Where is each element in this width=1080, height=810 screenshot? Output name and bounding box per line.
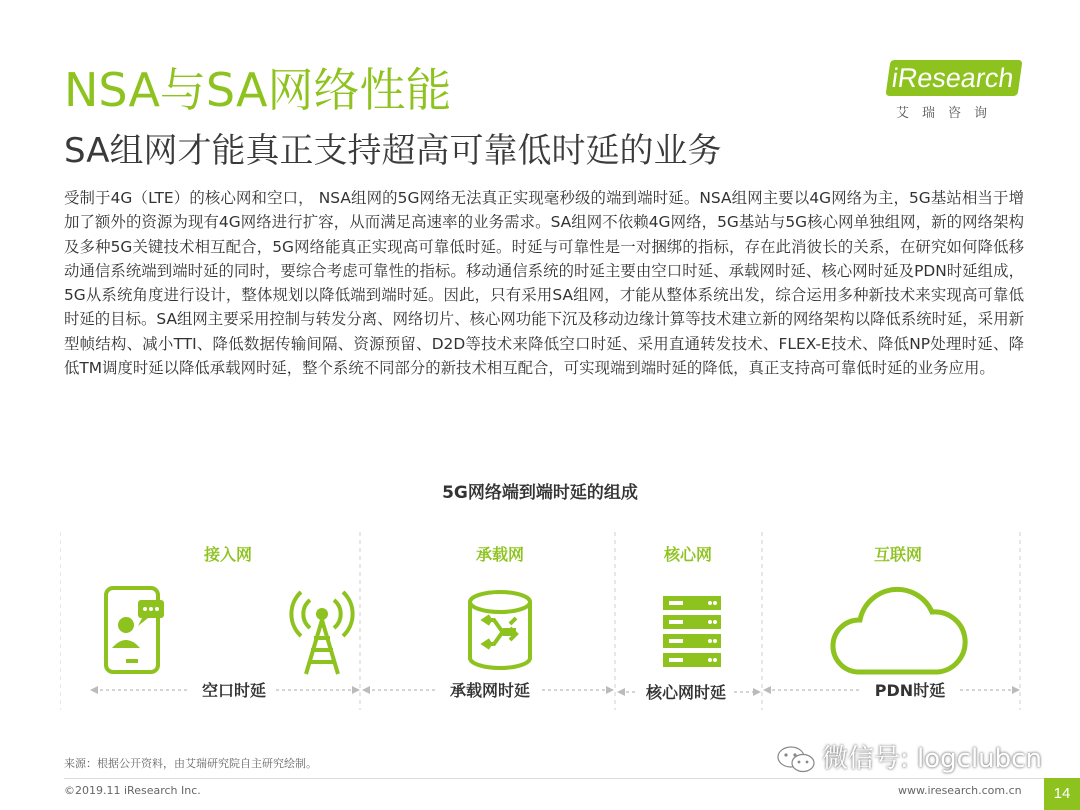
delay-label-pdn: PDN时延 [874,681,946,700]
cloud-icon [833,589,965,672]
cell-tower-icon [291,592,352,674]
wechat-icon [776,744,816,776]
delay-label-air: 空口时延 [201,681,267,700]
phone-user-icon [106,588,164,672]
wechat-id: 微信号: logclubcn [822,744,1042,774]
diagram-title: 5G网络端到端时延的组成 [442,483,638,503]
website-link[interactable]: www.iresearch.com.cn [898,784,1022,797]
iresearch-logo [888,60,1028,121]
section-label-access: 接入网 [203,545,253,564]
page-number: 14 [1044,778,1080,810]
logo-brand: iResearch [885,60,1022,96]
bearer-switch-icon [470,592,530,668]
source-note: 来源：根据公开资料，由艾瑞研究院自主研究绘制。 [64,757,317,770]
section-label-internet: 互联网 [873,545,923,564]
page-subtitle: SA组网才能真正支持超高可靠低时延的业务 [64,131,722,171]
page-title: NSA与SA网络性能 [64,63,452,117]
delay-label-bearer: 承载网时延 [449,681,531,700]
logo-subtitle: 艾瑞咨询 [896,106,1001,121]
delay-label-core: 核心网时延 [645,683,727,702]
wechat-watermark [776,738,1042,776]
body-paragraph: 受制于4G（LTE）的核心网和空口， NSA组网的5G网络无法真正实现毫秒级的端到端时延。NSA组网主要以4G网络为主，5G基站相当于增加了额外的资源为现有4G网络进行扩容，从而满足高速率的业务需求。SA组网不依赖4G网络，5G基站与5G核心网单独组网，新的网络架构及多种5G关键技术相互配合，5G网络能真正实现高可靠低时延。时延与可靠性是一对捆绑的指标，存在此消彼长的关系，在研究如何降低移动通信系统端到端时延的同时，要综合考虑可靠性的指标。移动通信系统的时延主要由空口时延、承载网时延、核心网时延及PDN时延组成，5G从系统角度进行设计，整体规划以降低端到端时延。因此，只有采用SA组网，才能从整体系统出发，综合运用多种新技术来实现高可靠低时延的目标。SA组网主要采用控制与转发分离、网络切片、核心网功能下沉及移动边缘计算等技术建立新的网络架构以降低系统时延，采用新型帧结构、减小TTI、降低数据传输间隔、资源预留、D2D等技术来降低空口时延、采用直通转发技术、FLEX-E技术、降低NP处理时延、降低TM调度时延以降低承载网时延，整个系统不同部分的新技术相互配合，可实现端到端时延的降低，真正支持高可靠低时延的业务应用。 [64,189,1024,378]
copyright: ©2019.11 iResearch Inc. [64,784,201,797]
section-label-core: 核心网 [663,545,713,564]
server-rack-icon [663,596,721,667]
latency-diagram [60,520,1030,720]
footer-divider [64,778,1044,779]
section-label-bearer: 承载网 [475,545,525,564]
